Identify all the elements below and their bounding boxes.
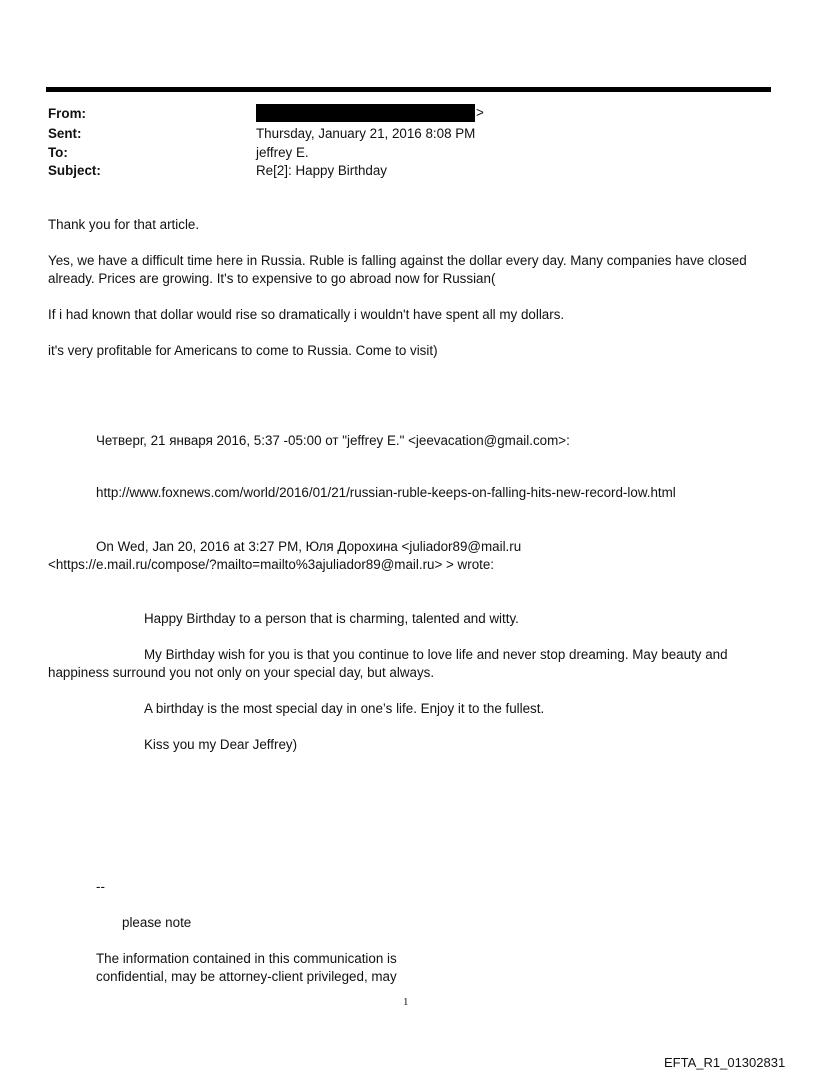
body-paragraph-3: If i had known that dollar would rise so dramatically i wouldn't have spent all my dollars. — [48, 307, 565, 322]
birthday-line-2a: My Birthday wish for you is that you continue to love life and never stop dreaming. May beauty and — [144, 647, 728, 662]
body-paragraph-2-line-1: Yes, we have a difficult time here in Russia. Ruble is falling against the dollar every day. Many companies have closed — [48, 253, 747, 268]
birthday-line-4: Kiss you my Dear Jeffrey) — [144, 737, 298, 752]
confidential-line-1: The information contained in this communication is — [96, 951, 397, 966]
document-id: EFTA_R1_01302831 — [664, 1055, 786, 1070]
birthday-line-3: A birthday is the most special day in one’s life. Enjoy it to the fullest. — [144, 701, 545, 716]
inner-attribution-line-2: <https://e.mail.ru/compose/?mailto=mailto%3ajuliador89@mail.ru> > wrote: — [48, 557, 495, 572]
subject-value: Re[2]: Happy Birthday — [256, 163, 387, 178]
inner-attribution-line-1: On Wed, Jan 20, 2016 at 3:27 PM, Юля Дорохина <juliador89@mail.ru — [96, 539, 522, 554]
header-rule — [46, 87, 771, 92]
quoted-link[interactable]: http://www.foxnews.com/world/2016/01/21/russian-ruble-keeps-on-falling-hits-new-record-low.html — [96, 485, 676, 500]
redacted-sender — [256, 104, 475, 122]
body-paragraph-2-line-2: already. Prices are growing. It's to expensive to go abroad now for Russian( — [48, 271, 496, 286]
sent-value: Thursday, January 21, 2016 8:08 PM — [256, 126, 476, 141]
quoted-attribution: Четверг, 21 января 2016, 5:37 -05:00 от "jeffrey E." <jeevacation@gmail.com>: — [96, 433, 570, 448]
from-label: From: — [48, 106, 86, 121]
subject-label: Subject: — [48, 163, 101, 178]
confidential-line-2: confidential, may be attorney-client privileged, may — [96, 969, 397, 984]
sent-label: Sent: — [48, 126, 82, 141]
from-value-suffix: > — [476, 105, 484, 120]
to-label: To: — [48, 145, 68, 160]
signature-note: please note — [122, 915, 192, 930]
birthday-line-1: Happy Birthday to a person that is charming, talented and witty. — [144, 611, 519, 626]
body-paragraph-4: it's very profitable for Americans to come to Russia. Come to visit) — [48, 343, 438, 358]
to-value: jeffrey E. — [256, 145, 309, 160]
signature-dash: -- — [96, 879, 105, 894]
body-paragraph-1: Thank you for that article. — [48, 217, 200, 232]
birthday-line-2b: happiness surround you not only on your special day, but always. — [48, 665, 435, 680]
page-number: 1 — [403, 996, 409, 1008]
